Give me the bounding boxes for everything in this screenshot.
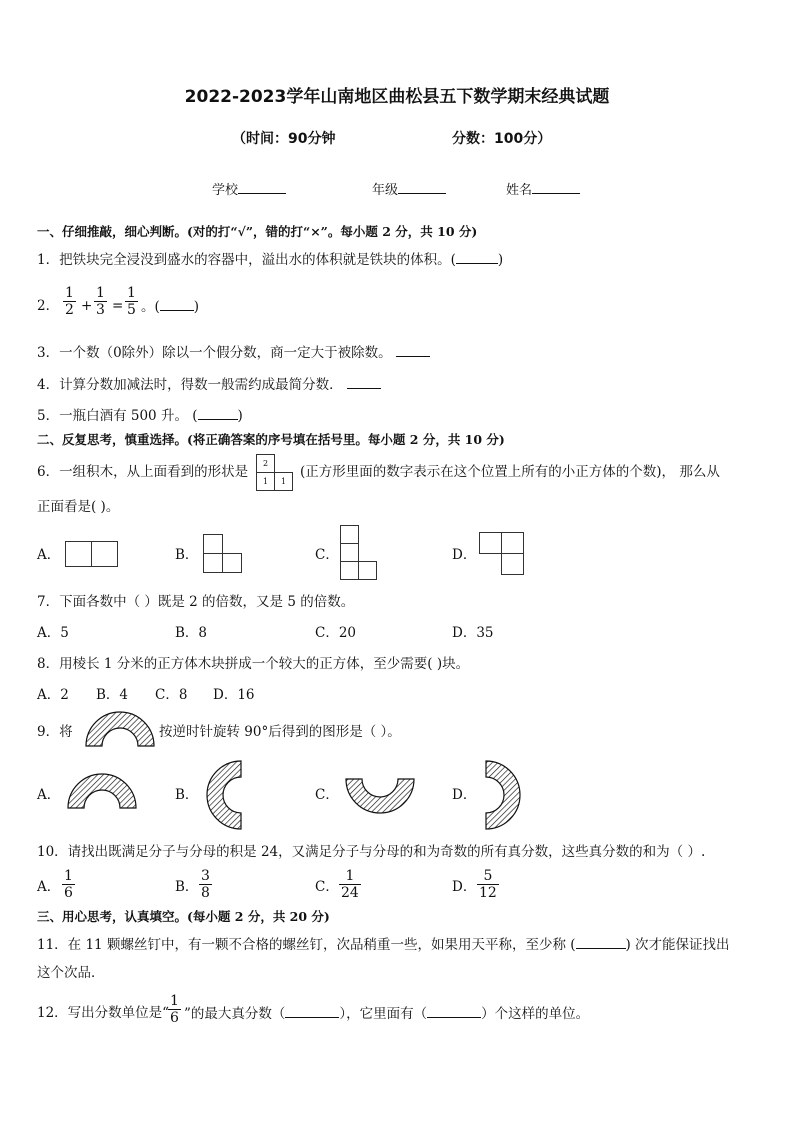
question-12-end: ”的最大真分数（ ），它里面有（ ）个这样的单位。 (184, 1006, 590, 1022)
q6-option-a-figure (65, 541, 92, 567)
q6-option-c-figure (340, 525, 359, 544)
q10-option-b-fraction: $\frac{3}{8}$ (201, 868, 210, 901)
q10-option-b-label: B． (175, 879, 199, 895)
q6-option-b-label: B． (175, 547, 199, 563)
q6-option-b-figure (222, 553, 242, 573)
q2-fraction-3: $\frac{1}{5}$ (127, 285, 136, 318)
q6-option-c-figure (340, 543, 359, 562)
question-1: 1．把铁块完全浸没到盛水的容器中，溢出水的体积就是铁块的体积。( ) (37, 252, 504, 268)
q10-option-c-label: C． (315, 879, 339, 895)
grade-field[interactable]: 年级 (372, 181, 446, 199)
question-6-line-1b: (正方形里面的数字表示在这个位置上所有的小正方体的个数)， 那么从 (300, 464, 720, 480)
q2-plus: + (81, 298, 93, 314)
question-2-number: 2． (37, 298, 60, 314)
question-11-line-2: 这个次品． (37, 965, 105, 981)
school-field[interactable]: 学校 (212, 181, 286, 199)
q6-option-d-figure (479, 532, 502, 554)
question-10: 10．请找出既满足分子与分母的积是 24，又满足分子与分母的和为奇数的所有真分数，这些真分数的和为（ ）. (37, 844, 706, 860)
q10-option-d-label: D． (452, 879, 477, 895)
q9-option-b-figure (205, 759, 243, 831)
question-9-start: 9．将 (37, 724, 73, 740)
question-6-line-2: 正面看是( )。 (37, 499, 120, 515)
q8-option-a: A．2 (37, 687, 69, 703)
q10-option-a-fraction: $\frac{1}{6}$ (64, 868, 73, 901)
q6-option-b-figure (203, 553, 223, 573)
q9-option-d-figure (484, 759, 522, 831)
q8-option-b: B．4 (96, 687, 129, 703)
q9-option-d-label: D． (452, 787, 477, 803)
name-field[interactable]: 姓名 (506, 181, 580, 199)
q2-fraction-2: $\frac{1}{3}$ (96, 285, 105, 318)
question-11: 11．在 11 颗螺丝钉中，有一颗不合格的螺丝钉，次品稍重一些，如果用天平称，至少称 ( ) 次才能保证找出 (37, 937, 730, 953)
question-12-start: 12．写出分数单位是“ (37, 1005, 170, 1021)
q8-option-c: C．8 (155, 687, 188, 703)
q6-option-d-label: D． (452, 547, 477, 563)
question-4: 4．计算分数加减法时，得数一般需约成最简分数． (37, 376, 381, 393)
q2-answer: 。( ) (141, 299, 200, 315)
q7-option-a: A．5 (37, 625, 69, 641)
q9-original-arch (84, 710, 156, 748)
q6-option-c-figure (340, 561, 359, 580)
section-2-heading: 二、反复思考，慎重选择。(将正确答案的序号填在括号里。每小题 2 分，共 10 分) (37, 432, 505, 447)
section-1-heading: 一、仔细推敲，细心判断。(对的打“√”，错的打“×”。每小题 2 分，共 10 分) (37, 224, 478, 239)
q6-option-d-figure (501, 532, 524, 554)
q9-option-a-figure (66, 772, 138, 810)
q6-option-d-figure (501, 553, 524, 575)
q7-option-b: B．8 (175, 625, 208, 641)
q6-option-c-figure (358, 561, 377, 580)
q9-option-a-label: A． (37, 787, 61, 803)
q7-option-c: C．20 (315, 625, 357, 641)
question-6-line-1: 6．一组积木，从上面看到的形状是 (37, 464, 249, 480)
question-3: 3．一个数（0除外）除以一个假分数，商一定大于被除数。 (37, 344, 430, 361)
q9-option-c-label: C． (315, 787, 339, 803)
q2-equals: = (112, 298, 124, 314)
q6-option-a-figure (91, 541, 118, 567)
page-title: 2022-2023学年山南地区曲松县五下数学期末经典试题 (184, 87, 610, 107)
q6-option-c-label: C． (315, 547, 339, 563)
question-8: 8．用棱长 1 分米的正方体木块拼成一个较大的正方体，至少需要( )块。 (37, 656, 470, 672)
q8-option-d: D．16 (213, 687, 255, 703)
section-3-heading: 三、用心思考，认真填空。(每小题 2 分，共 20 分) (37, 909, 330, 924)
question-9-end: 按逆时针旋转 90°后得到的图形是（ ）。 (159, 724, 401, 740)
exam-score: 分数：100分） (452, 131, 552, 147)
q9-option-b-label: B． (175, 787, 199, 803)
q10-option-c-fraction: $\frac{1}{24}$ (341, 868, 359, 901)
q10-option-a-label: A． (37, 879, 61, 895)
exam-time: （时间：90分钟 (232, 131, 336, 147)
top-view-cell: 1 (256, 472, 275, 491)
question-5: 5．一瓶白酒有 500 升。 ( ) (37, 408, 243, 424)
q10-option-d-fraction: $\frac{5}{12}$ (479, 868, 497, 901)
q12-fraction: $\frac{1}{6}$ (170, 993, 179, 1026)
question-7: 7．下面各数中（ ）既是 2 的倍数，又是 5 的倍数。 (37, 594, 355, 610)
q6-option-a-label: A． (37, 547, 61, 563)
q6-option-b-figure (203, 534, 223, 554)
q7-option-d: D．35 (452, 625, 494, 641)
q2-fraction-1: $\frac{1}{2}$ (65, 285, 74, 318)
top-view-cell: 1 (274, 472, 293, 491)
top-view-cell: 2 (256, 454, 275, 473)
q9-option-c-figure (344, 777, 416, 815)
